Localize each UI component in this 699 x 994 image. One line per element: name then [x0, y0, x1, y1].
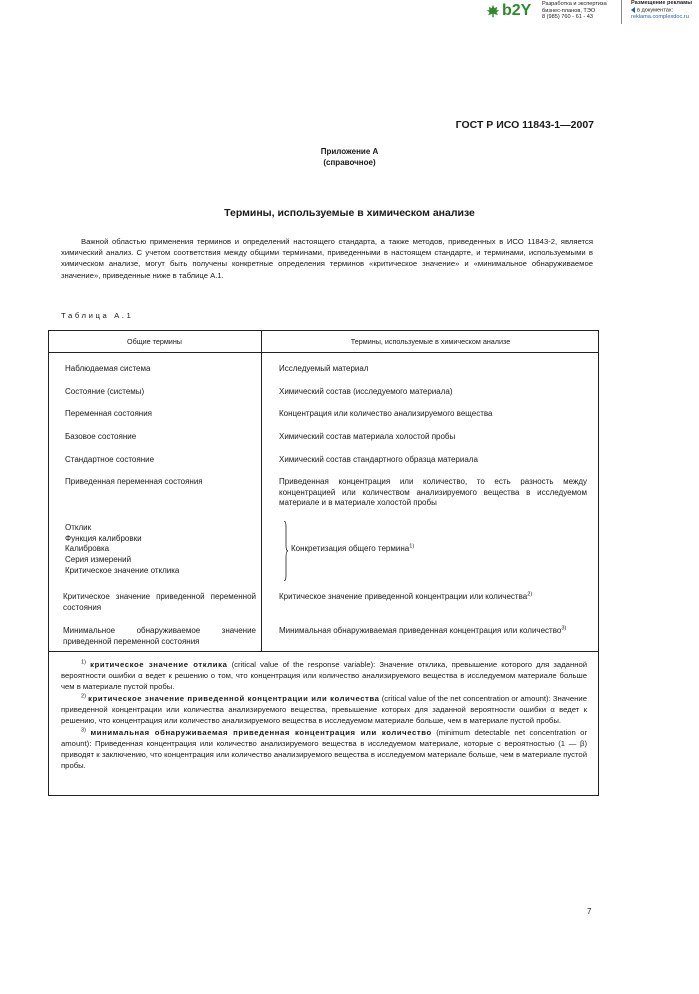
footnote [61, 727, 587, 771]
grouped-term: Функция калибровки [65, 533, 142, 543]
table-row-left: Критическое значение приведенной переменной состояния [63, 592, 256, 612]
annex-heading [0, 146, 699, 168]
cell-text: Критическое значение приведенной концентрации или количества [279, 592, 528, 601]
document-code: ГОСТ Р ИСО 11843-1—2007 [455, 119, 594, 131]
footnote-mark: 3) [81, 727, 86, 734]
footnote-text: (minimum detectable net concentration or amount): Приведенная концентрация или количество анализируемого вещества в исследуемом материале, которые с вероятностью (1 — β) приводят к заключению, что концентрация или количество анализируемого вещества в исследуемом материале больше, чем в материале пустой пробы. [61, 728, 588, 770]
ad-line: бизнес-планов, ТЭО [542, 7, 596, 14]
table-row-right [279, 592, 587, 603]
annex-subtitle: (справочное) [323, 158, 376, 167]
footnote-text: (critical value of the response variable): Значение отклика, превышение которого для заданной вероятности ошибки α ведет к решению о том, что концентрация или количество анализируемого вещества в исследуемом материале больше чем в материале пустой пробы. [61, 660, 588, 691]
footnote-ref: 2) [527, 591, 533, 598]
grouped-terms [65, 523, 255, 577]
ad-divider [621, 0, 622, 24]
footnote [61, 659, 587, 692]
table-caption: Таблица А.1 [61, 311, 134, 320]
section-title: Термины, используемые в химическом анализе [224, 207, 475, 219]
table-row-left: Приведенная переменная состояния [65, 477, 203, 486]
footnote-term: минимальная обнаруживаемая приведенная концентрация или количество [90, 728, 432, 737]
footnote-term: критическое значение приведенной концентрации или количества [88, 694, 380, 703]
ad-placement-title: Размещение рекламы [631, 0, 693, 6]
grouped-definition-text: Конкретизация общего термина [291, 544, 410, 553]
footnote-text: (critical value of the net concentration or amount): Значение приведенной концентрации или количества анализируемого вещества, превышение которых для заданной вероятности ошибки α ведет к решению, что концентрация или количество анализируемого вещества в исследуемом материале больше, чем в материале пустой пробы. [61, 694, 587, 725]
column-header-general: Общие термины [127, 337, 182, 346]
ad-line: Разработка и экспертиза [542, 1, 607, 7]
intro-text: Важной областью применения терминов и определений настоящего стандарта, а также методов, приведенных в ИСО 11843-2, является химический анализ. С учетом соответствия между общими терминами, приведенными в настоящем стандарте, и терминами, используемыми в химическом анализе, могут быть получены конкретные определения терминов «критическое значение» и «минимальное обнаруживаемое значение», приведенные ниже в таблице А.1. [61, 237, 593, 280]
cell-text: Минимальная обнаруживаемая приведенная концентрация или количество [279, 626, 562, 635]
table-row-right: Приведенная концентрация или количество, то есть разность между концентрацией или количеством анализируемого вещества в исследуемом материале и в материале холостой пробы [279, 477, 587, 508]
column-divider [261, 330, 262, 651]
footnotes [61, 659, 587, 772]
table-row-right [279, 626, 587, 637]
grouped-term: Критическое значение отклика [65, 565, 180, 575]
page-number: 7 [587, 907, 592, 916]
b2y-logo[interactable] [486, 3, 531, 19]
table-row-left: Базовое состояние [65, 432, 137, 441]
table-row-right: Исследуемый материал [279, 364, 369, 373]
header-rule [48, 352, 599, 353]
grouped-term: Серия измерений [65, 555, 132, 565]
footnote [61, 693, 587, 726]
footnote-ref: 1) [409, 543, 415, 550]
grouped-term: Калибровка [65, 544, 110, 554]
intro-paragraph [61, 236, 593, 281]
footnote-mark: 2) [81, 693, 86, 700]
ad-link[interactable]: reklama.complexdoc.ru [631, 13, 689, 20]
ad-placement [631, 0, 692, 20]
footnote-ref: 3) [561, 625, 567, 632]
table-row-right: Концентрация или количество анализируемого вещества [279, 409, 493, 418]
column-header-chemical: Термины, используемые в химическом анализе [350, 337, 511, 346]
logo-text: b2Y [502, 2, 532, 19]
table-row-left: Наблюдаемая система [65, 364, 151, 373]
ad-placement-line: в документах: [637, 7, 674, 14]
table-row-right: Химический состав материала холостой пробы [279, 432, 456, 441]
triangle-icon [631, 7, 635, 13]
table-row-right: Химический состав стандартного образца материала [279, 455, 478, 464]
table-row-right: Химический состав (исследуемого материала) [279, 387, 453, 396]
footnote-rule [48, 651, 599, 652]
footnote-term: критическое значение отклика [90, 660, 228, 669]
grouped-term: Отклик [65, 523, 92, 532]
ad-text [542, 1, 607, 21]
annex-title: Приложение А [320, 147, 379, 156]
curly-brace-icon [283, 521, 289, 581]
table-row-left: Состояние (системы) [65, 387, 145, 396]
table-row-left: Переменная состояния [65, 409, 152, 418]
maple-leaf-icon [486, 4, 500, 18]
table-row-left: Минимальное обнаруживаемое значение приведенной переменной состояния [63, 626, 256, 646]
table-row-left: Стандартное состояние [65, 455, 155, 464]
grouped-definition [291, 544, 581, 555]
footnote-mark: 1) [81, 659, 86, 666]
ad-phone: 8 (985) 760 - 61 - 43 [542, 14, 593, 21]
